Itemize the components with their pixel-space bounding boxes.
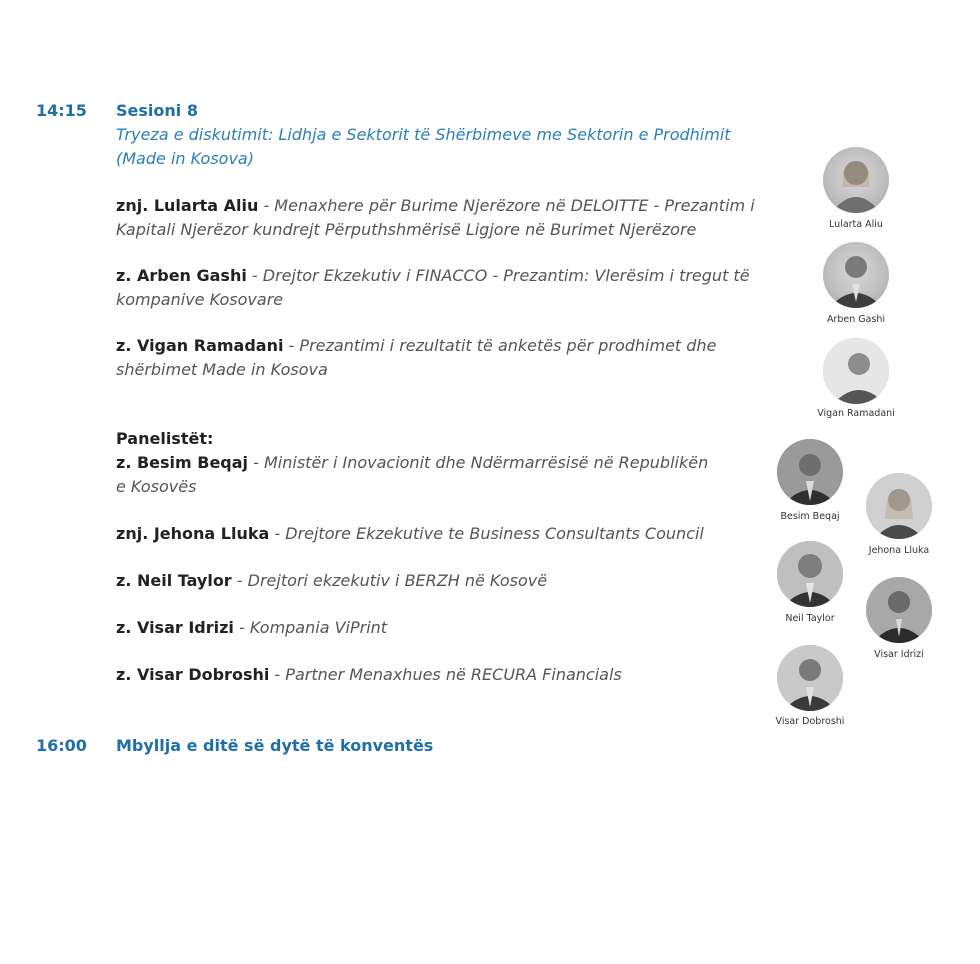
portrait-caption-visar-idrizi: Visar Idrizi [874,649,924,660]
presenter-name: znj. Lularta Aliu [116,196,259,215]
presenter-desc: - Menaxhere për Burime Njerëzore në DELOITTE - Prezantim i [258,196,755,215]
panel-entry-visar-dobroshi [116,663,756,687]
presenter-desc-line2: Kapitali Njerëzor kundrejt Përputhshmërisë Ligjore në Burimet Njerëzore [116,220,697,239]
panelist-desc-line2: e Kosovës [116,477,197,496]
portrait-caption-arben: Arben Gashi [826,314,886,325]
portrait-caption-vigan: Vigan Ramadani [817,408,895,419]
portrait-caption-neil: Neil Taylor [785,613,835,624]
panelist-name: z. Visar Dobroshi [116,665,270,684]
panel-entry-besim [116,451,756,499]
presenter-entry-vigan [116,334,756,382]
session-subtitle-line2: (Made in Kosova) [116,149,254,168]
session-subtitle-line1: Tryeza e diskutimit: Lidhja e Sektorit të Shërbimeve me Sektorin e Prodhimit [116,125,731,144]
closing-time: 16:00 [36,736,87,755]
portrait-caption-lularta: Lularta Aliu [829,219,883,230]
portrait-photo-lularta [823,147,889,213]
portrait-photo-neil [777,541,843,607]
portrait-caption-besim: Besim Beqaj [780,511,840,522]
presenter-desc: - Drejtor Ekzekutiv i FINACCO - Prezantim: Vlerësim i tregut të [246,266,750,285]
presenter-name: z. Arben Gashi [116,266,247,285]
panelist-desc: - Kompania ViPrint [233,618,388,637]
session-title: Sesioni 8 [116,101,198,120]
presenter-name: z. Vigan Ramadani [116,336,284,355]
portrait-photo-visar-dobroshi [777,645,843,711]
panelist-desc: - Partner Menaxhues në RECURA Financials [269,665,622,684]
panelist-desc: - Drejtori ekzekutiv i BERZH në Kosovë [231,571,548,590]
session-time: 14:15 [36,101,87,120]
closing-text: Mbyllja e ditë së dytë të konventës [116,736,434,755]
portrait-photo-vigan [823,338,889,404]
presenter-desc-line2: kompanive Kosovare [116,290,284,309]
panelist-name: z. Neil Taylor [116,571,232,590]
portrait-caption-visar-dobroshi: Visar Dobroshi [775,716,845,727]
panelist-desc: - Ministër i Inovacionit dhe Ndërmarrësisë në Republikën [248,453,709,472]
panelist-name: znj. Jehona Lluka [116,524,270,543]
panel-heading: Panelistët: [116,429,214,448]
panel-entry-jehona [116,522,756,546]
panel-entry-neil [116,569,756,593]
session-subtitle [116,123,776,171]
portrait-photo-besim [777,439,843,505]
portrait-photo-visar-idrizi [866,577,932,643]
portrait-caption-jehona: Jehona Lluka [868,545,930,556]
portrait-photo-arben [823,242,889,308]
presenter-desc-line2: shërbimet Made in Kosova [116,360,328,379]
panelist-desc: - Drejtore Ekzekutive te Business Consultants Council [269,524,704,543]
panelist-name: z. Besim Beqaj [116,453,249,472]
panel-entry-visar-idrizi [116,616,756,640]
presenter-entry-lularta [116,194,756,242]
presenter-entry-arben [116,264,756,312]
presenter-desc: - Prezantimi i rezultatit të anketës për prodhimet dhe [283,336,717,355]
portrait-photo-jehona [866,473,932,539]
panelist-name: z. Visar Idrizi [116,618,234,637]
